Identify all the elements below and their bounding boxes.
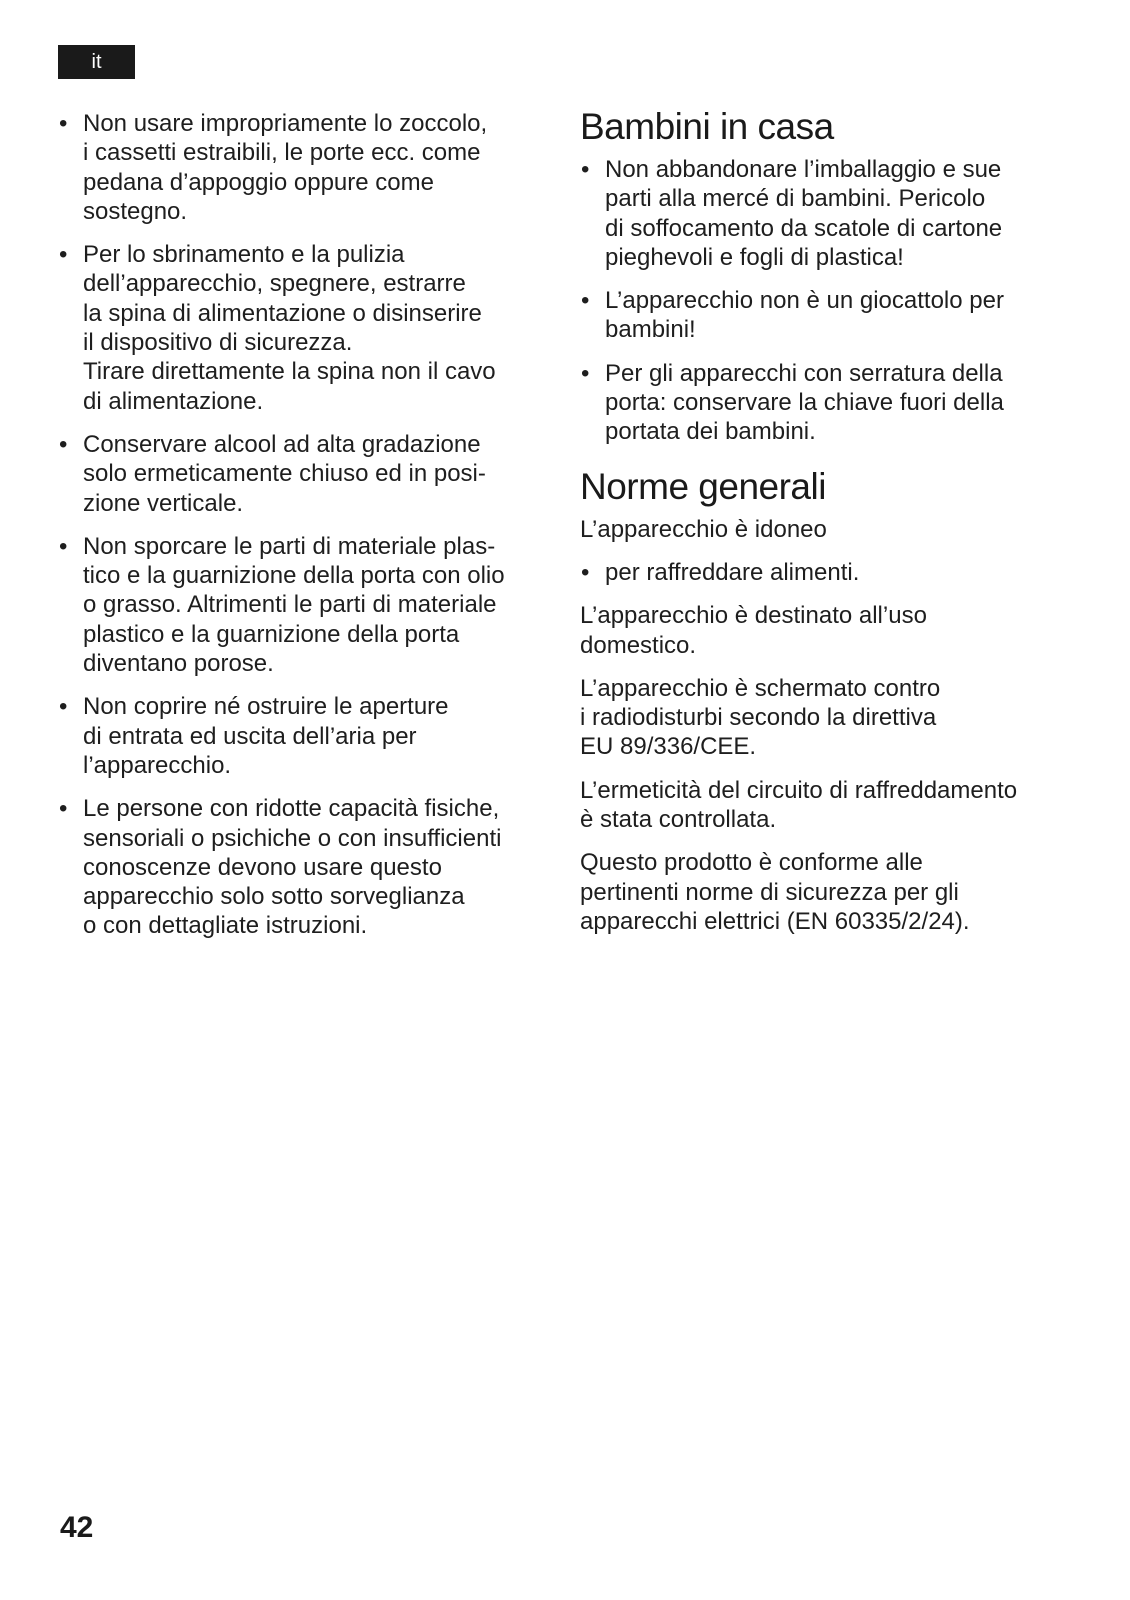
section-title-norme: Norme generali	[580, 465, 826, 507]
language-tab: it	[58, 45, 135, 79]
list-item	[580, 359, 1075, 447]
list-item	[58, 692, 544, 780]
text-line: • Le persone con ridotte capacità fisiche,	[83, 795, 500, 823]
text-line: di entrata ed uscita dell’aria per	[83, 722, 417, 750]
text-line: apparecchi elettrici (EN 60335/2/24).	[580, 907, 970, 935]
text-line: dell’apparecchio, spegnere, estrarre	[83, 270, 466, 298]
paragraph	[580, 674, 1075, 762]
norme-intro: L’apparecchio è idoneo	[580, 515, 827, 543]
text-line: Questo prodotto è conforme alle	[580, 849, 923, 877]
list-item	[580, 558, 1075, 587]
text-line: plastico e la guarnizione della porta	[83, 620, 460, 648]
text-line: • Non sporcare le parti di materiale plas-	[83, 532, 496, 560]
text-line: diventano porose.	[83, 650, 274, 678]
text-line: apparecchio solo sotto sorveglianza	[83, 883, 465, 911]
text-line: conoscenze devono usare questo	[83, 853, 442, 881]
text-line: l’apparecchio.	[83, 751, 232, 779]
text-line: porta: conservare la chiave fuori della	[605, 389, 1004, 417]
text-line: • Non abbandonare l’imballaggio e sue	[605, 156, 1002, 183]
text-line: sensoriali o psichiche o con insufficienti	[83, 824, 502, 852]
paragraph	[580, 776, 1075, 835]
text-line: di alimentazione.	[83, 387, 264, 415]
list-item	[580, 286, 1075, 345]
text-line: • L’apparecchio non è un giocattolo per	[605, 287, 1004, 315]
text-line: pedana d’appoggio oppure come	[83, 168, 434, 196]
bambini-bullet-list	[580, 155, 1075, 447]
text-line: pieghevoli e fogli di plastica!	[605, 243, 904, 271]
norme-bullet-list	[580, 558, 1075, 587]
text-line: L’apparecchio è schermato contro	[580, 674, 941, 702]
text-line: • Non coprire né ostruire le aperture	[83, 693, 449, 721]
text-line: parti alla mercé di bambini. Pericolo	[605, 185, 986, 213]
text-line: domestico.	[580, 631, 697, 659]
text-line: sostegno.	[83, 197, 188, 225]
text-line: solo ermeticamente chiuso ed in posi-	[83, 460, 486, 488]
text-line: • per raffreddare alimenti.	[605, 558, 860, 586]
paragraph	[580, 848, 1075, 936]
text-line: la spina di alimentazione o disinserire	[83, 299, 482, 327]
list-item	[58, 794, 544, 940]
text-line: è stata controllata.	[580, 806, 777, 834]
text-line: bambini!	[605, 316, 696, 344]
left-column	[58, 109, 544, 955]
text-line: portata dei bambini.	[605, 418, 816, 446]
page-number: 42	[60, 1511, 94, 1544]
text-line: • Per lo sbrinamento e la pulizia	[83, 241, 405, 269]
text-line: • Conservare alcool ad alta gradazione	[83, 430, 481, 458]
section-title-bambini: Bambini in casa	[580, 106, 834, 147]
text-line: zione verticale.	[83, 489, 244, 517]
list-item	[58, 240, 544, 416]
paragraph	[580, 601, 1075, 660]
text-line: o grasso. Altrimenti le parti di materiale	[83, 591, 497, 619]
list-item	[58, 532, 544, 678]
text-line: L’ermeticità del circuito di raffreddamento	[580, 776, 1018, 804]
text-line: i cassetti estraibili, le porte ecc. come	[83, 139, 481, 167]
list-item	[58, 109, 544, 226]
text-line: tico e la guarnizione della porta con olio	[83, 562, 505, 590]
text-line: EU 89/336/CEE.	[580, 733, 757, 761]
text-line: Tirare direttamente la spina non il cavo	[83, 358, 496, 386]
text-line: di soffocamento da scatole di cartone	[605, 214, 1003, 242]
text-line: pertinenti norme di sicurezza per gli	[580, 878, 959, 906]
text-line: • Non usare impropriamente lo zoccolo,	[83, 110, 488, 137]
text-line: L’apparecchio è destinato all’uso	[580, 602, 927, 630]
safety-bullet-list	[58, 109, 544, 941]
right-column	[580, 105, 1075, 950]
list-item	[580, 155, 1075, 272]
text-line: • Per gli apparecchi con serratura della	[605, 359, 1003, 387]
text-line: o con dettagliate istruzioni.	[83, 912, 368, 940]
text-line: il dispositivo di sicurezza.	[83, 329, 353, 357]
list-item	[58, 430, 544, 518]
text-line: i radiodisturbi secondo la direttiva	[580, 704, 937, 732]
